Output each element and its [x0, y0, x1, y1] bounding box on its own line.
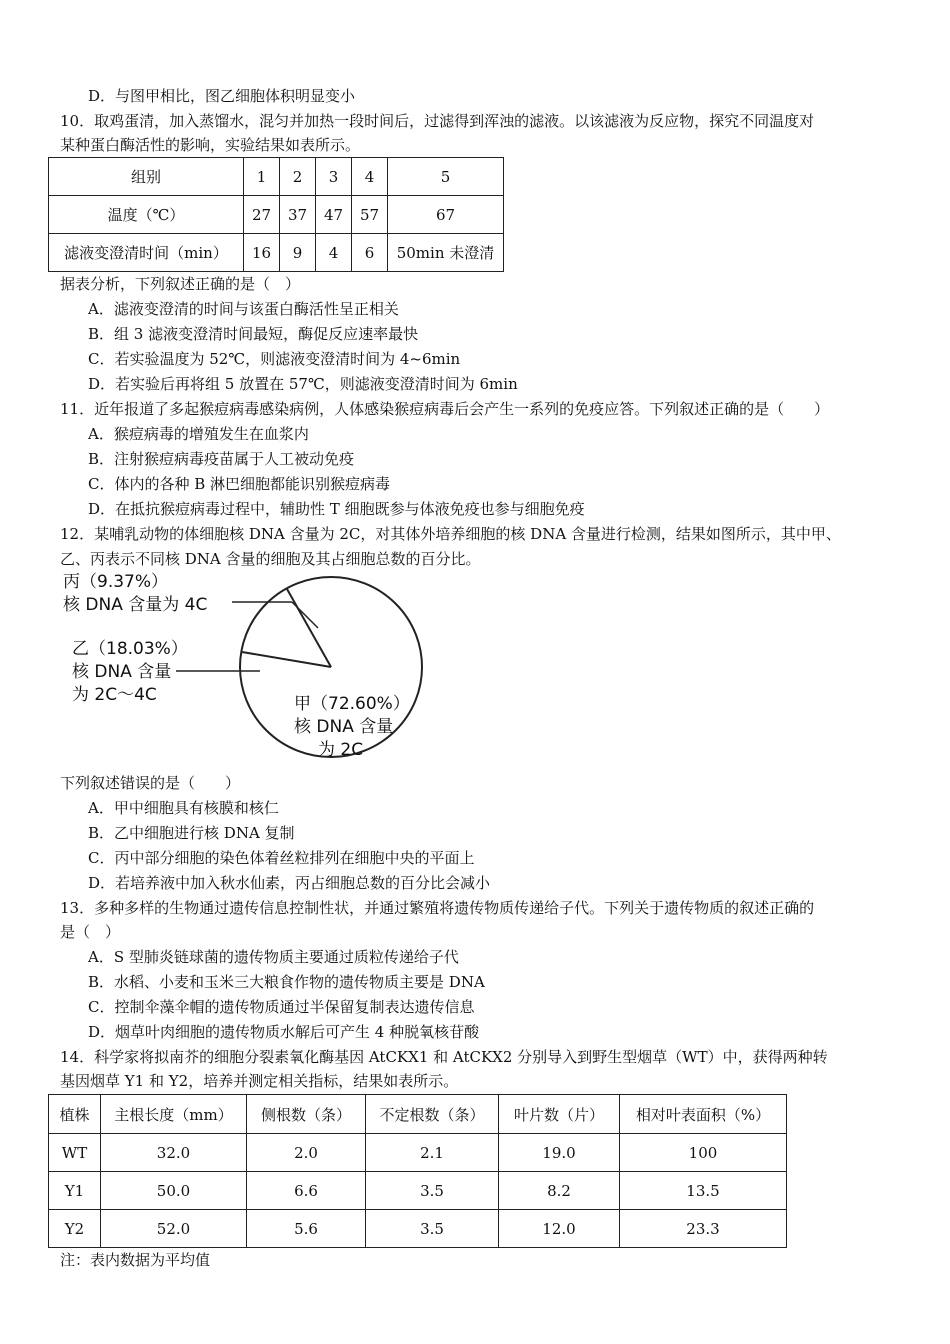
q14-cell: 6.6: [247, 1172, 366, 1210]
q10-cell: 47: [316, 196, 352, 234]
q14-cell: WT: [49, 1134, 101, 1172]
q11-option-a: A．猴痘病毒的增殖发生在血浆内: [88, 425, 309, 443]
q14-cell: 19.0: [499, 1134, 620, 1172]
prev-question-option-d: D．与图甲相比，图乙细胞体积明显变小: [88, 87, 356, 105]
pie-label-jia-value: 为 2C: [318, 740, 364, 760]
q10-option-b: B．组 3 滤液变澄清时间最短，酶促反应速率最快: [88, 325, 419, 343]
q14-note: 注：表内数据为平均值: [60, 1251, 211, 1269]
q14-cell: 3.5: [366, 1210, 499, 1248]
q14-cell: 12.0: [499, 1210, 620, 1248]
q14-cell: Y2: [49, 1210, 101, 1248]
q12-option-b: B．乙中细胞进行核 DNA 复制: [88, 824, 295, 842]
q14-cell: 100: [620, 1134, 787, 1172]
q14-header-cell: 叶片数（片）: [499, 1095, 620, 1134]
q14-cell: 32.0: [101, 1134, 247, 1172]
q14-header-cell: 植株: [49, 1095, 101, 1134]
q13-option-b: B．水稻、小麦和玉米三大粮食作物的遗传物质主要是 DNA: [88, 973, 485, 991]
q12-stem-line1: 12．某哺乳动物的体细胞核 DNA 含量为 2C，对其体外培养细胞的核 DNA 含量进行检测，结果如图所示，其中甲、: [60, 525, 841, 543]
q10-cell: 组别: [49, 158, 244, 196]
table-row: [49, 1134, 787, 1172]
q14-cell: 2.0: [247, 1134, 366, 1172]
q10-question: 据表分析，下列叙述正确的是（ ）: [60, 275, 301, 293]
q14-cell: 52.0: [101, 1210, 247, 1248]
q10-row-temp: [49, 196, 504, 234]
q10-row-group: [49, 158, 504, 196]
q14-cell: 5.6: [247, 1210, 366, 1248]
q14-cell: 50.0: [101, 1172, 247, 1210]
q10-option-a: A．滤液变澄清的时间与该蛋白酶活性呈正相关: [88, 300, 399, 318]
pie-label-yi-content: 核 DNA 含量: [72, 662, 172, 682]
q11-option-d: D．在抵抗猴痘病毒过程中，辅助性 T 细胞既参与体液免疫也参与细胞免疫: [88, 500, 585, 518]
q14-cell: 3.5: [366, 1172, 499, 1210]
pie-label-yi-range: 为 2C～4C: [72, 685, 157, 705]
pie-divider-jia-yi: [242, 652, 331, 667]
q10-cell: 16: [244, 234, 280, 272]
q13-option-a: A．S 型肺炎链球菌的遗传物质主要通过质粒传递给子代: [88, 948, 459, 966]
pie-label-bing-percent: 丙（9.37%）: [63, 572, 169, 592]
q14-header-cell: 侧根数（条）: [247, 1095, 366, 1134]
q10-cell: 滤液变澄清时间（min）: [49, 234, 244, 272]
q10-cell: 6: [352, 234, 388, 272]
table-row: [49, 1210, 787, 1248]
q10-option-c: C．若实验温度为 52℃，则滤液变澄清时间为 4~6min: [88, 350, 461, 368]
q14-cell: 8.2: [499, 1172, 620, 1210]
q10-table: [48, 157, 504, 272]
q12-option-d: D．若培养液中加入秋水仙素，丙占细胞总数的百分比会减小: [88, 874, 491, 892]
q12-option-c: C．丙中部分细胞的染色体着丝粒排列在细胞中央的平面上: [88, 849, 475, 867]
q10-cell: 温度（℃）: [49, 196, 244, 234]
q14-header-row: [49, 1095, 787, 1134]
q11-stem: 11．近年报道了多起猴痘病毒感染病例，人体感染猴痘病毒后会产生一系列的免疫应答。下列叙述正确的是（ ）: [60, 400, 830, 418]
q10-cell: 3: [316, 158, 352, 196]
q14-cell: Y1: [49, 1172, 101, 1210]
q10-cell: 37: [280, 196, 316, 234]
q14-cell: 23.3: [620, 1210, 787, 1248]
pie-label-bing-content: 核 DNA 含量为 4C: [63, 595, 208, 615]
q10-cell: 4: [352, 158, 388, 196]
q14-cell: 13.5: [620, 1172, 787, 1210]
q10-cell: 2: [280, 158, 316, 196]
q10-cell: 67: [388, 196, 504, 234]
q10-cell: 1: [244, 158, 280, 196]
q10-cell: 5: [388, 158, 504, 196]
q14-cell: 2.1: [366, 1134, 499, 1172]
q10-cell: 27: [244, 196, 280, 234]
q11-option-c: C．体内的各种 B 淋巴细胞都能识别猴痘病毒: [88, 475, 391, 493]
q14-stem-line2: 基因烟草 Y1 和 Y2，培养并测定相关指标，结果如表所示。: [60, 1072, 459, 1090]
q10-cell: 9: [280, 234, 316, 272]
q14-header-cell: 不定根数（条）: [366, 1095, 499, 1134]
q10-row-time: [49, 234, 504, 272]
q10-cell: 57: [352, 196, 388, 234]
q10-stem-line1: 10．取鸡蛋清，加入蒸馏水，混匀并加热一段时间后，过滤得到浑浊的滤液。以该滤液为反应物，探究不同温度对: [60, 112, 815, 130]
pie-label-jia-percent: 甲（72.60%）: [294, 694, 410, 714]
pie-label-yi-percent: 乙（18.03%）: [72, 639, 188, 659]
q14-stem-line1: 14．科学家将拟南芥的细胞分裂素氧化酶基因 AtCKX1 和 AtCKX2 分别导入到野生型烟草（WT）中，获得两种转: [60, 1048, 828, 1066]
q10-option-d: D．若实验后再将组 5 放置在 57℃，则滤液变澄清时间为 6min: [88, 375, 518, 393]
q10-stem-line2: 某种蛋白酶活性的影响，实验结果如表所示。: [60, 136, 361, 154]
q13-stem-line2: 是（ ）: [60, 923, 121, 941]
q13-option-d: D．烟草叶肉细胞的遗传物质水解后可产生 4 种脱氧核苷酸: [88, 1023, 480, 1041]
pie-label-jia-content: 核 DNA 含量: [294, 717, 394, 737]
q12-option-a: A．甲中细胞具有核膜和核仁: [88, 799, 279, 817]
q10-cell: 50min 未澄清: [388, 234, 504, 272]
q10-cell: 4: [316, 234, 352, 272]
q14-header-cell: 主根长度（mm）: [101, 1095, 247, 1134]
q13-option-c: C．控制伞藻伞帽的遗传物质通过半保留复制表达遗传信息: [88, 998, 475, 1016]
q11-option-b: B．注射猴痘病毒疫苗属于人工被动免疫: [88, 450, 355, 468]
pie-divider-yi-bing: [287, 589, 331, 667]
table-row: [49, 1172, 787, 1210]
q14-table: [48, 1094, 787, 1248]
q12-question: 下列叙述错误的是（ ）: [60, 774, 241, 792]
bing-leader-line-d: [292, 602, 318, 628]
q12-stem-line2: 乙、丙表示不同核 DNA 含量的细胞及其占细胞总数的百分比。: [60, 550, 481, 568]
q14-header-cell: 相对叶表面积（%）: [620, 1095, 787, 1134]
q13-stem-line1: 13．多种多样的生物通过遗传信息控制性状，并通过繁殖将遗传物质传递给子代。下列关于遗传物质的叙述正确的: [60, 899, 815, 917]
